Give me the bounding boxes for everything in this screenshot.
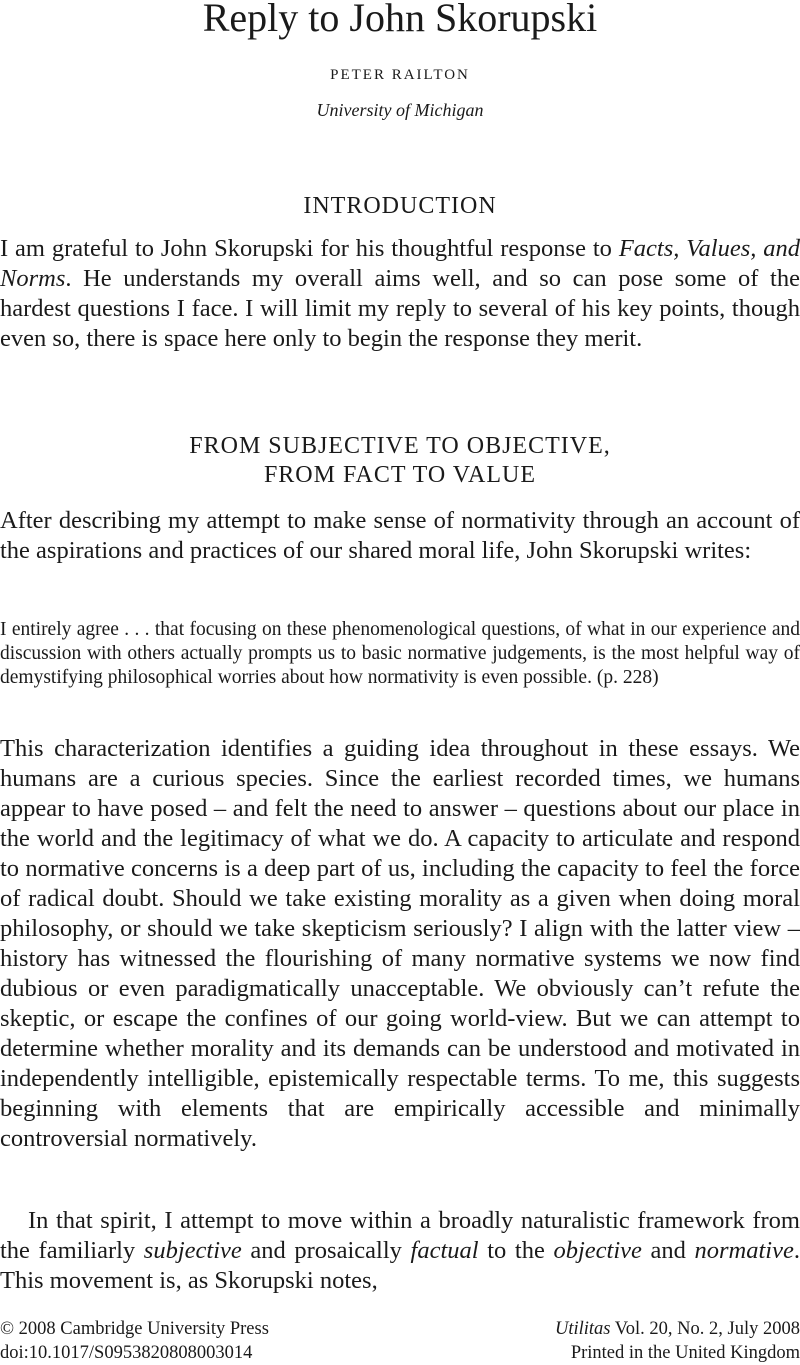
journal-volume: Vol. 20, No. 2, July 2008 [610, 1319, 800, 1339]
doi-line: doi:10.1017/S0953820808003014 [0, 1343, 253, 1363]
author-affiliation: University of Michigan [316, 100, 484, 120]
para4-text-e: . This movement is, as Skorupski notes, [0, 1237, 800, 1294]
journal-name: Utilitas [555, 1319, 611, 1339]
body-paragraph-2: After describing my attempt to make sense of normativity through an account of the aspirations and practices of our shared moral life, John Skorupski writes: [0, 507, 800, 564]
copyright-line: © 2008 Cambridge University Press [0, 1319, 269, 1339]
para4-text-a: In that spirit, I attempt to move within a broadly naturalistic framework from the familiarly [0, 1207, 800, 1264]
para4-em-objective: objective [553, 1237, 642, 1264]
body-paragraph-3: This characterization identifies a guiding idea throughout in these essays. We humans are a curious species. Since the earliest recorded times, we humans appear to have posed – and felt the need to answer – questions about our place in the world and the legitimacy of what we do. A capacity to articulate and respond to normative concerns is a deep part of us, including the capacity to feel the force of radical doubt. Should we take existing morality as a given when doing moral philosophy, or should we take skepticism seriously? I align with the latter view – history has witnessed the flourishing of many normative systems we now find dubious or even paradigmatically unacceptable. We obviously can’t refute the skeptic, or escape the confines of our going world-view. But we can attempt to determine whether morality and its demands can be understood and motivated in independently intelligible, epistemically respectable terms. To me, this suggests beginning with elements that are empirically accessible and minimally controversial normatively. [0, 735, 800, 1152]
section-heading-introduction: INTRODUCTION [303, 193, 497, 219]
article-title: Reply to John Skorupski [202, 0, 598, 40]
section-heading-line-1: FROM SUBJECTIVE TO OBJECTIVE, [189, 433, 611, 459]
section-heading-line-2: FROM FACT TO VALUE [263, 462, 537, 488]
footer-left [0, 1317, 269, 1365]
journal-citation [555, 1317, 800, 1341]
author-name: PETER RAILTON [330, 67, 470, 83]
para4-em-factual: factual [410, 1237, 479, 1264]
body-paragraph-4 [0, 1206, 800, 1296]
printed-line: Printed in the United Kingdom [570, 1343, 800, 1363]
intro-text-end: . He understands my overall aims well, and so can pose some of the hardest questions I face. I will limit my reply to several of his key points, though even so, there is space here only to begin the response they merit. [0, 265, 800, 352]
para4-text-d: and [641, 1237, 695, 1264]
footer-right [555, 1317, 800, 1365]
para4-em-normative: normative [694, 1237, 794, 1264]
intro-paragraph [0, 234, 800, 354]
intro-text-start: I am grateful to John Skorupski for his thoughtful response to [0, 235, 619, 262]
para4-em-subjective: subjective [143, 1237, 242, 1264]
book-title: Facts, Values, and Norms [0, 235, 800, 292]
para4-text-b: and prosaically [241, 1237, 411, 1264]
para4-text-c: to the [478, 1237, 554, 1264]
block-quote: I entirely agree . . . that focusing on these phenomenological questions, of what in our experience and discussion with others actually prompts us to basic normative judgements, is the most helpful way of demystifying philosophical worries about how normativity is even possible. (p. 228) [0, 619, 800, 688]
